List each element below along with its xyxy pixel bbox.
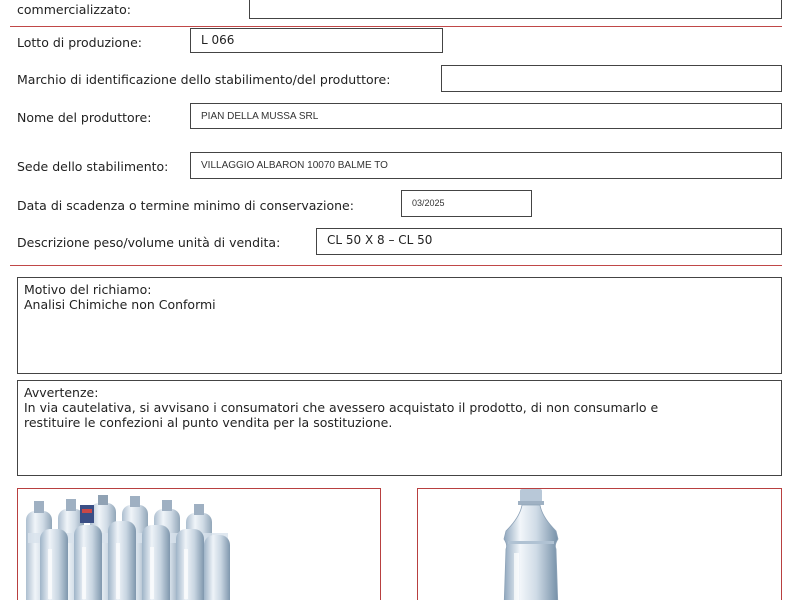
marchio-field[interactable] xyxy=(441,65,782,92)
avvertenze-line1: In via cautelativa, si avvisano i consumatori che avessero acquistato il prodotto, di non consumarlo e xyxy=(24,400,659,415)
commercializzato-label: commercializzato: xyxy=(17,2,131,17)
nome-label: Nome del produttore: xyxy=(17,110,152,125)
peso-field[interactable] xyxy=(316,228,782,255)
scadenza-field[interactable] xyxy=(401,190,532,217)
water-bottle-multipack-image xyxy=(18,489,381,600)
sede-value: VILLAGGIO ALBARON 10070 BALME TO xyxy=(201,160,388,171)
motivo-title: Motivo del richiamo: xyxy=(24,282,152,297)
sede-label: Sede dello stabilimento: xyxy=(17,159,169,174)
section-divider-top xyxy=(10,26,782,27)
single-bottle-image-frame xyxy=(417,488,782,600)
lotto-field[interactable] xyxy=(190,28,443,53)
lotto-value: L 066 xyxy=(201,33,235,47)
nome-value: PIAN DELLA MUSSA SRL xyxy=(201,111,319,122)
scadenza-label: Data di scadenza o termine minimo di conservazione: xyxy=(17,198,354,213)
sede-field[interactable] xyxy=(190,152,782,179)
avvertenze-title: Avvertenze: xyxy=(24,385,99,400)
scadenza-value: 03/2025 xyxy=(412,198,445,208)
peso-value: CL 50 X 8 – CL 50 xyxy=(327,233,433,247)
single-water-bottle-image xyxy=(418,489,782,600)
commercializzato-field[interactable] xyxy=(249,0,782,19)
nome-field[interactable] xyxy=(190,103,782,129)
motivo-text: Analisi Chimiche non Conformi xyxy=(24,297,216,312)
motivo-box xyxy=(17,277,782,374)
multipack-image-frame xyxy=(17,488,381,600)
avvertenze-line2: restituire le confezioni al punto vendita per la sostituzione. xyxy=(24,415,393,430)
avvertenze-box xyxy=(17,380,782,476)
section-divider-middle xyxy=(10,265,782,266)
lotto-label: Lotto di produzione: xyxy=(17,35,143,50)
peso-label: Descrizione peso/volume unità di vendita: xyxy=(17,235,281,250)
marchio-label: Marchio di identificazione dello stabilimento/del produttore: xyxy=(17,72,391,87)
